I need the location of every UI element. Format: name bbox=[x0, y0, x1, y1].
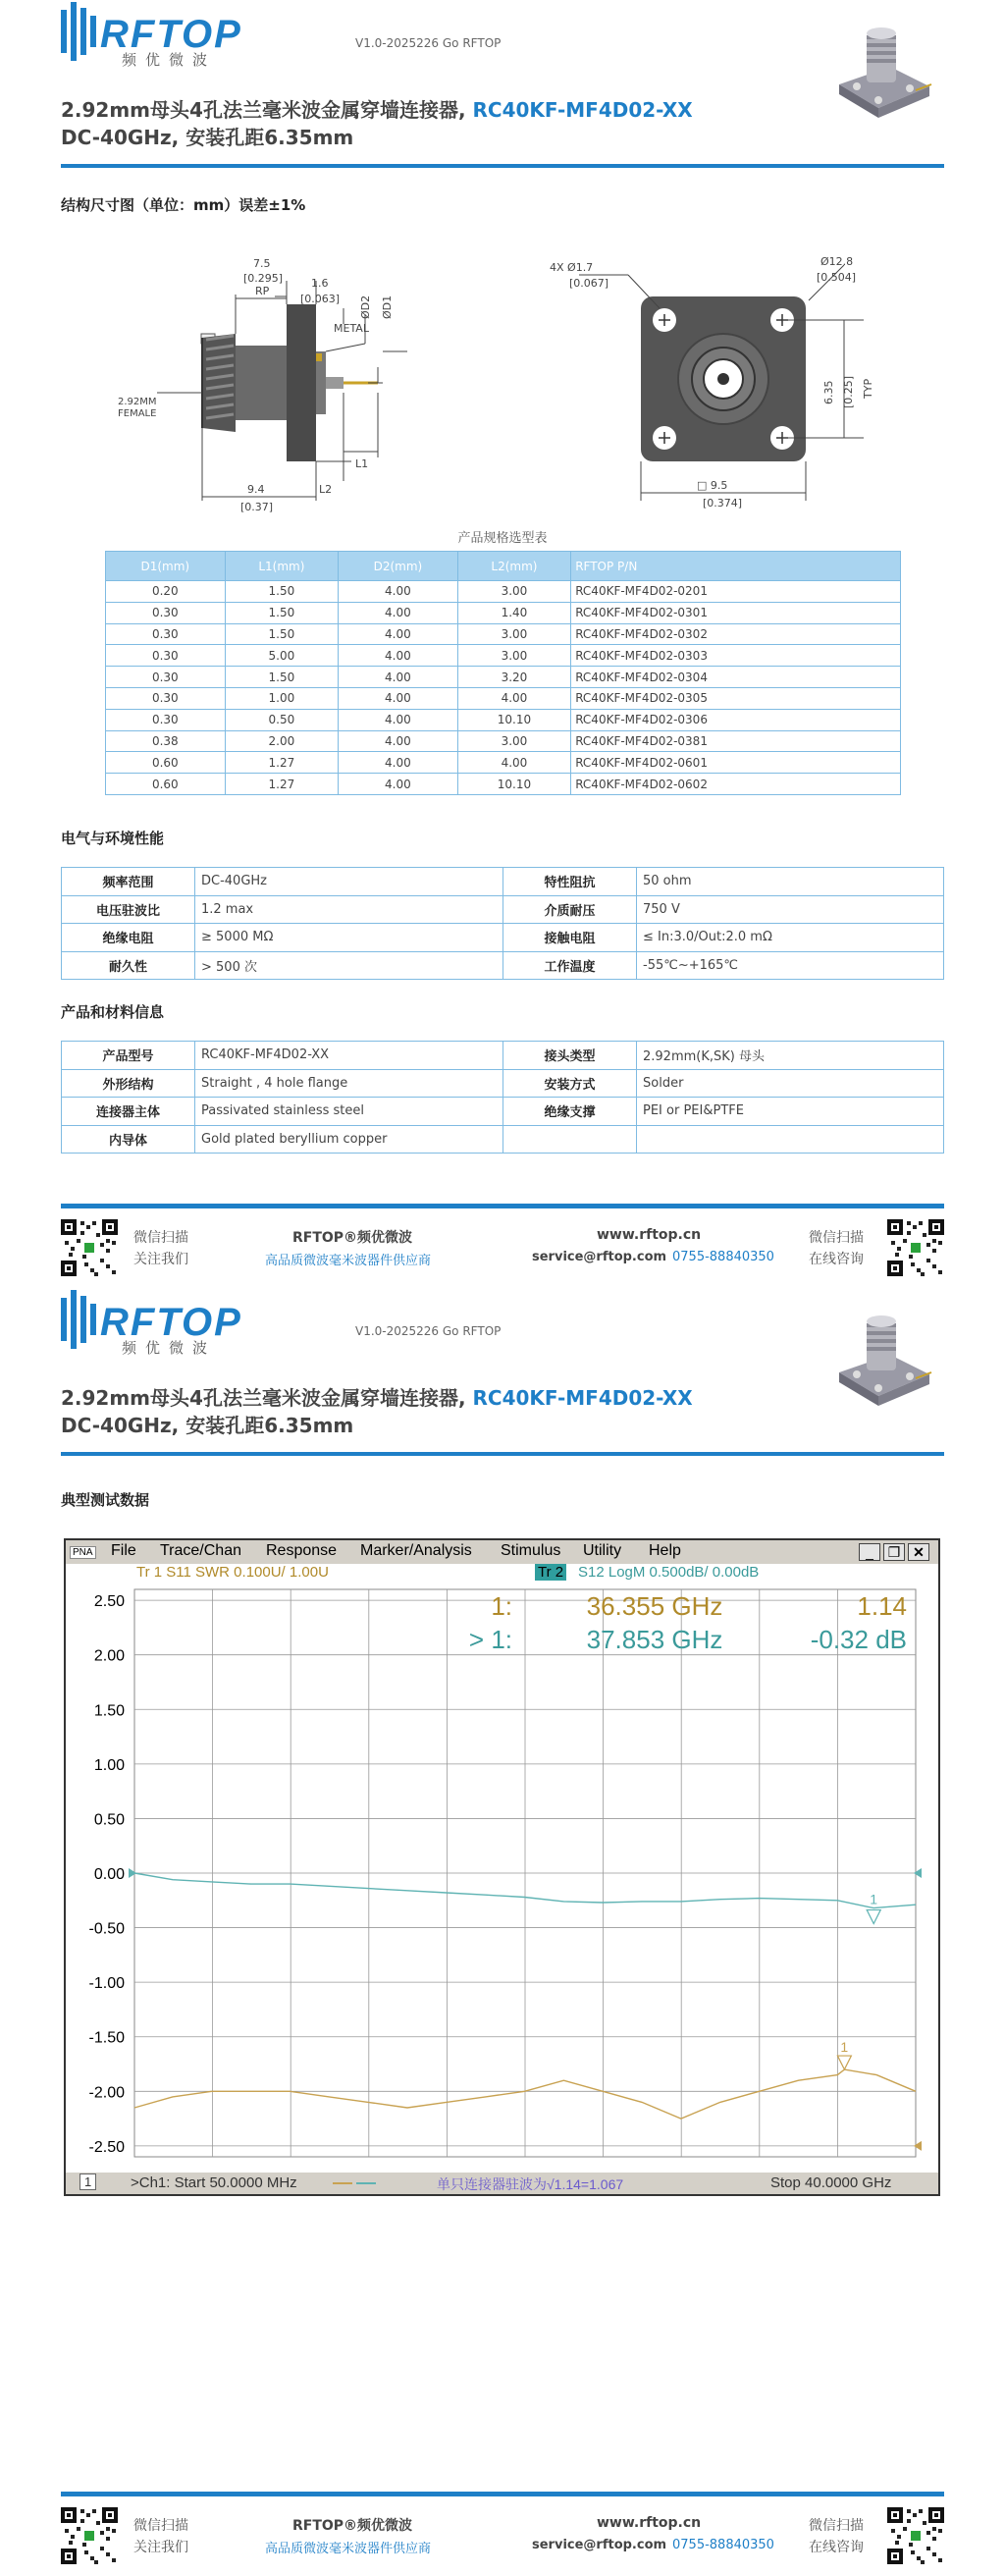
spec-cell: 4.00 bbox=[457, 687, 570, 709]
spec-row bbox=[106, 752, 901, 774]
spec-cell: 4.00 bbox=[339, 752, 458, 774]
spec-row bbox=[106, 709, 901, 730]
dim-d1: ØD1 bbox=[381, 295, 394, 319]
dim-0-067: [0.067] bbox=[569, 277, 609, 290]
spec-header-0: D1(mm) bbox=[106, 552, 226, 581]
page-header-2 bbox=[61, 1288, 944, 1460]
property-row bbox=[62, 951, 944, 980]
s11-legend-swatch bbox=[333, 2182, 352, 2184]
spec-table bbox=[105, 551, 901, 795]
wechat-consult-qr-code bbox=[887, 1219, 944, 1276]
property-row bbox=[62, 924, 944, 952]
spec-cell: 1.27 bbox=[225, 752, 338, 774]
spec-cell: 1.00 bbox=[225, 687, 338, 709]
spec-cell: 4.00 bbox=[339, 623, 458, 645]
footer-follow-us: 关注我们 bbox=[133, 2540, 188, 2555]
trace-2-label: S12 LogM 0.500dB/ 0.00dB bbox=[578, 1564, 760, 1581]
menu-trace-chan[interactable]: Trace/Chan bbox=[160, 1542, 241, 1559]
trace-1-label: Tr 1 S11 SWR 0.100U/ 1.00U bbox=[136, 1564, 329, 1581]
spec-cell: 0.60 bbox=[106, 752, 226, 774]
rftop-logo bbox=[61, 0, 257, 73]
spec-cell: 1.50 bbox=[225, 581, 338, 603]
y-tick-label: 2.00 bbox=[93, 1647, 125, 1665]
property-value: ≥ 5000 MΩ bbox=[195, 924, 503, 952]
spec-cell: 5.00 bbox=[225, 645, 338, 667]
footer-wechat-scan-2: 微信扫描 bbox=[809, 1230, 864, 1246]
spec-cell: 0.30 bbox=[106, 667, 226, 688]
dim-7-5: 7.5 bbox=[253, 257, 271, 270]
y-tick-label: 1.00 bbox=[93, 1756, 125, 1774]
connector-product-image bbox=[821, 1304, 939, 1422]
spec-cell: RC40KF-MF4D02-0301 bbox=[571, 602, 901, 623]
property-key: 耐久性 bbox=[62, 951, 195, 980]
spec-cell: RC40KF-MF4D02-0305 bbox=[571, 687, 901, 709]
dim-12-8: Ø12.8 bbox=[820, 255, 854, 268]
wechat-follow-qr-code bbox=[61, 1219, 118, 1276]
footer-phone: 0755-88840350 bbox=[672, 2538, 774, 2552]
spec-cell: 1.50 bbox=[225, 602, 338, 623]
product-title: 2.92mm母头4孔法兰毫米波金属穿墙连接器, RC40KF-MF4D02-XX bbox=[61, 98, 693, 122]
dim-9-4: 9.4 bbox=[247, 483, 265, 496]
footer-phone: 0755-88840350 bbox=[672, 1250, 774, 1264]
footer-wechat-scan: 微信扫描 bbox=[133, 2518, 188, 2534]
marker-2-frequency: 37.853 GHz bbox=[586, 1625, 723, 1654]
close-icon[interactable]: ✕ bbox=[908, 1543, 929, 1561]
property-key bbox=[503, 1125, 637, 1154]
menu-stimulus[interactable]: Stimulus bbox=[501, 1542, 561, 1559]
label-female: FEMALE bbox=[118, 408, 157, 419]
property-key: 介质耐压 bbox=[503, 895, 637, 924]
spec-header-1: L1(mm) bbox=[225, 552, 338, 581]
menu-marker-analysis[interactable]: Marker/Analysis bbox=[360, 1542, 472, 1559]
wechat-consult-qr-code bbox=[887, 2507, 944, 2564]
spec-header-4: RFTOP P/N bbox=[571, 552, 901, 581]
property-value: ≤ In:3.0/Out:2.0 mΩ bbox=[637, 924, 944, 952]
property-value: 50 ohm bbox=[637, 868, 944, 896]
dim-1-6: 1.6 bbox=[311, 277, 329, 290]
spec-cell: 10.10 bbox=[457, 709, 570, 730]
y-tick-label: -2.50 bbox=[88, 2138, 125, 2156]
property-row bbox=[62, 1069, 944, 1098]
footer-brand: RFTOP®频优微波 bbox=[292, 2518, 413, 2534]
dim-0-37: [0.37] bbox=[240, 501, 274, 513]
marker-1-value: 1.14 bbox=[857, 1591, 907, 1621]
spec-cell: 3.00 bbox=[457, 581, 570, 603]
footer-brand: RFTOP®频优微波 bbox=[292, 1230, 413, 1246]
property-value: 2.92mm(K,SK) 母头 bbox=[637, 1042, 944, 1070]
menu-file[interactable]: File bbox=[111, 1542, 136, 1559]
spec-cell: 4.00 bbox=[339, 645, 458, 667]
property-value: PEI or PEI&PTFE bbox=[637, 1098, 944, 1126]
label-2-92mm: 2.92MM bbox=[118, 397, 157, 407]
property-value: DC-40GHz bbox=[195, 868, 503, 896]
footer-website[interactable]: www.rftop.cn bbox=[597, 1227, 702, 1243]
spec-cell: 4.00 bbox=[339, 709, 458, 730]
page-header bbox=[61, 0, 944, 172]
property-value: Solder bbox=[637, 1069, 944, 1098]
marker-s12-label: 1 bbox=[870, 1891, 878, 1907]
property-key: 工作温度 bbox=[503, 951, 637, 980]
spec-row bbox=[106, 602, 901, 623]
property-value: -55℃~+165℃ bbox=[637, 951, 944, 980]
footer-wechat-scan-2: 微信扫描 bbox=[809, 2518, 864, 2534]
property-key: 外形结构 bbox=[62, 1069, 195, 1098]
spec-header-2: D2(mm) bbox=[339, 552, 458, 581]
spec-cell: 0.30 bbox=[106, 602, 226, 623]
dim-l2: L2 bbox=[319, 483, 333, 496]
product-subtitle: DC-40GHz, 安装孔距6.35mm bbox=[61, 126, 354, 149]
spec-cell: RC40KF-MF4D02-0306 bbox=[571, 709, 901, 730]
logo-subtitle: 频优微波 bbox=[122, 1339, 217, 1357]
vna-menubar bbox=[66, 1540, 938, 1564]
property-key: 频率范围 bbox=[62, 868, 195, 896]
channel-number: 1 bbox=[79, 2174, 96, 2190]
spec-cell: RC40KF-MF4D02-0303 bbox=[571, 645, 901, 667]
spec-cell: 3.00 bbox=[457, 730, 570, 752]
property-value bbox=[637, 1125, 944, 1154]
y-tick-label: -1.00 bbox=[88, 1975, 125, 1993]
y-tick-label: -0.50 bbox=[88, 1920, 125, 1938]
wechat-follow-qr-code bbox=[61, 2507, 118, 2564]
spec-cell: 0.60 bbox=[106, 774, 226, 795]
vna-plot-area bbox=[66, 1564, 938, 2194]
spec-row bbox=[106, 730, 901, 752]
spec-cell: 0.50 bbox=[225, 709, 338, 730]
page-footer bbox=[61, 1204, 944, 1292]
marker-1-frequency: 36.355 GHz bbox=[586, 1591, 723, 1621]
dim-0-295: [0.295] bbox=[243, 272, 284, 285]
header-divider bbox=[61, 1452, 944, 1456]
property-key: 电压驻波比 bbox=[62, 895, 195, 924]
spec-row bbox=[106, 645, 901, 667]
trace-2-badge: Tr 2 bbox=[535, 1564, 566, 1581]
spec-cell: 1.50 bbox=[225, 667, 338, 688]
minimize-icon[interactable]: _ bbox=[859, 1543, 880, 1561]
section-title-test-data: 典型测试数据 bbox=[61, 1491, 150, 1509]
y-tick-label: -1.50 bbox=[88, 2029, 125, 2047]
y-tick-label: 0.00 bbox=[93, 1866, 125, 1883]
dim-9-5: □ 9.5 bbox=[697, 479, 728, 492]
materials-table bbox=[61, 1041, 944, 1154]
marker-2-label: > 1: bbox=[468, 1625, 512, 1654]
spec-cell: 4.00 bbox=[339, 581, 458, 603]
electrical-table bbox=[61, 867, 944, 980]
marker-s11-label: 1 bbox=[840, 2039, 849, 2056]
marker-2-value: -0.32 dB bbox=[810, 1625, 907, 1654]
product-subtitle: DC-40GHz, 安装孔距6.35mm bbox=[61, 1414, 354, 1437]
vna-app-icon: PNA bbox=[70, 1546, 96, 1559]
page-footer-2 bbox=[61, 2492, 944, 2576]
property-value: Gold plated beryllium copper bbox=[195, 1125, 503, 1154]
property-key: 接触电阻 bbox=[503, 924, 637, 952]
footer-online-consult: 在线咨询 bbox=[809, 1252, 864, 1267]
spec-cell: 4.00 bbox=[457, 752, 570, 774]
footer-wechat-scan: 微信扫描 bbox=[133, 1230, 188, 1246]
spec-row bbox=[106, 774, 901, 795]
section-title-materials: 产品和材料信息 bbox=[61, 1003, 165, 1021]
spec-cell: 0.38 bbox=[106, 730, 226, 752]
dim-4x-1-7: 4X Ø1.7 bbox=[550, 261, 594, 274]
restore-icon[interactable]: ❐ bbox=[883, 1543, 905, 1561]
spec-row bbox=[106, 581, 901, 603]
footer-slogan: 高品质微波毫米波器件供应商 bbox=[265, 2542, 432, 2556]
property-value: Passivated stainless steel bbox=[195, 1098, 503, 1126]
property-key: 连接器主体 bbox=[62, 1098, 195, 1126]
spec-cell: 4.00 bbox=[339, 687, 458, 709]
label-metal: METAL bbox=[334, 322, 369, 335]
property-key: 接头类型 bbox=[503, 1042, 637, 1070]
footer-email[interactable]: service@rftop.com bbox=[532, 1250, 667, 1264]
spec-cell: 1.40 bbox=[457, 602, 570, 623]
product-title: 2.92mm母头4孔法兰毫米波金属穿墙连接器, RC40KF-MF4D02-XX bbox=[61, 1386, 693, 1410]
property-value: 750 V bbox=[637, 895, 944, 924]
spec-row bbox=[106, 623, 901, 645]
dim-rp: RP bbox=[255, 285, 270, 297]
spec-row bbox=[106, 687, 901, 709]
logo-text: RFTOP bbox=[100, 13, 242, 56]
marker-1-label: 1: bbox=[491, 1591, 512, 1621]
property-key: 安装方式 bbox=[503, 1069, 637, 1098]
property-value: > 500 次 bbox=[195, 951, 503, 980]
header-divider bbox=[61, 164, 944, 168]
section-title-electrical: 电气与环境性能 bbox=[61, 830, 165, 847]
spec-cell: 2.00 bbox=[225, 730, 338, 752]
property-row bbox=[62, 868, 944, 896]
vna-screenshot bbox=[64, 1538, 940, 2196]
dim-0-374: [0.374] bbox=[703, 497, 743, 510]
spec-cell: 0.30 bbox=[106, 623, 226, 645]
section-title-dimensions: 结构尺寸图（单位：mm）误差±1% bbox=[61, 196, 306, 214]
property-row bbox=[62, 895, 944, 924]
dim-0-504: [0.504] bbox=[817, 271, 857, 284]
spec-cell: RC40KF-MF4D02-0201 bbox=[571, 581, 901, 603]
spec-cell: RC40KF-MF4D02-0601 bbox=[571, 752, 901, 774]
version-label: V1.0-2025226 Go RFTOP bbox=[355, 36, 502, 50]
datasheet-page-2 bbox=[0, 1288, 1005, 2576]
spec-table-caption: 产品规格选型表 bbox=[457, 531, 548, 546]
menu-utility[interactable]: Utility bbox=[583, 1542, 622, 1559]
y-tick-label: 0.50 bbox=[93, 1811, 125, 1829]
property-key: 内导体 bbox=[62, 1125, 195, 1154]
property-key: 特性阻抗 bbox=[503, 868, 637, 896]
spec-cell: 1.27 bbox=[225, 774, 338, 795]
property-key: 产品型号 bbox=[62, 1042, 195, 1070]
stop-frequency: Stop 40.0000 GHz bbox=[770, 2174, 892, 2191]
footer-email[interactable]: service@rftop.com bbox=[532, 2538, 667, 2552]
spec-cell: 0.30 bbox=[106, 709, 226, 730]
spec-cell: RC40KF-MF4D02-0302 bbox=[571, 623, 901, 645]
spec-row bbox=[106, 667, 901, 688]
footer-online-consult: 在线咨询 bbox=[809, 2540, 864, 2555]
spec-cell: RC40KF-MF4D02-0381 bbox=[571, 730, 901, 752]
dim-l1: L1 bbox=[355, 457, 369, 470]
property-value: RC40KF-MF4D02-XX bbox=[195, 1042, 503, 1070]
menu-response[interactable]: Response bbox=[266, 1542, 338, 1559]
property-row bbox=[62, 1042, 944, 1070]
property-value: 1.2 max bbox=[195, 895, 503, 924]
dim-typ: TYP bbox=[862, 378, 874, 399]
spec-cell: 3.00 bbox=[457, 623, 570, 645]
logo-subtitle: 频优微波 bbox=[122, 51, 217, 69]
vna-chart bbox=[66, 1582, 938, 2167]
dim-6-35: 6.35 bbox=[822, 380, 835, 404]
spec-cell: 4.00 bbox=[339, 602, 458, 623]
footer-website[interactable]: www.rftop.cn bbox=[597, 2515, 702, 2531]
spec-cell: 4.00 bbox=[339, 774, 458, 795]
spec-header-3: L2(mm) bbox=[457, 552, 570, 581]
footer-slogan: 高品质微波毫米波器件供应商 bbox=[265, 1254, 432, 1268]
swr-note: 单只连接器驻波为√1.14=1.067 bbox=[437, 2176, 624, 2192]
vna-statusbar bbox=[66, 2173, 938, 2194]
spec-cell: 3.20 bbox=[457, 667, 570, 688]
property-key: 绝缘电阻 bbox=[62, 924, 195, 952]
logo-text: RFTOP bbox=[100, 1301, 242, 1344]
y-tick-label: 2.50 bbox=[93, 1593, 125, 1611]
rftop-logo bbox=[61, 1288, 257, 1361]
s12-legend-swatch bbox=[356, 2182, 376, 2184]
property-row bbox=[62, 1098, 944, 1126]
footer-divider bbox=[61, 1204, 944, 1208]
front-view bbox=[641, 296, 806, 461]
spec-cell: 10.10 bbox=[457, 774, 570, 795]
footer-follow-us: 关注我们 bbox=[133, 1252, 188, 1267]
spec-cell: 0.30 bbox=[106, 645, 226, 667]
spec-cell: RC40KF-MF4D02-0304 bbox=[571, 667, 901, 688]
dim-0-063: [0.063] bbox=[300, 293, 341, 305]
spec-cell: 4.00 bbox=[339, 667, 458, 688]
spec-cell: RC40KF-MF4D02-0602 bbox=[571, 774, 901, 795]
dimension-drawing bbox=[118, 236, 903, 520]
spec-cell: 0.30 bbox=[106, 687, 226, 709]
footer-divider bbox=[61, 2492, 944, 2496]
spec-cell: 1.50 bbox=[225, 623, 338, 645]
dim-d2: ØD2 bbox=[359, 295, 372, 319]
y-tick-label: -2.00 bbox=[88, 2084, 125, 2102]
connector-product-image bbox=[821, 16, 939, 134]
property-key: 绝缘支撑 bbox=[503, 1098, 637, 1126]
y-tick-label: 1.50 bbox=[93, 1702, 125, 1720]
spec-cell: 0.20 bbox=[106, 581, 226, 603]
spec-cell: 3.00 bbox=[457, 645, 570, 667]
menu-help[interactable]: Help bbox=[649, 1542, 681, 1559]
version-label: V1.0-2025226 Go RFTOP bbox=[355, 1324, 502, 1338]
spec-cell: 4.00 bbox=[339, 730, 458, 752]
start-frequency: >Ch1: Start 50.0000 MHz bbox=[131, 2174, 297, 2191]
property-row bbox=[62, 1125, 944, 1154]
dim-0-25: [0.25] bbox=[842, 375, 855, 408]
property-value: Straight , 4 hole flange bbox=[195, 1069, 503, 1098]
